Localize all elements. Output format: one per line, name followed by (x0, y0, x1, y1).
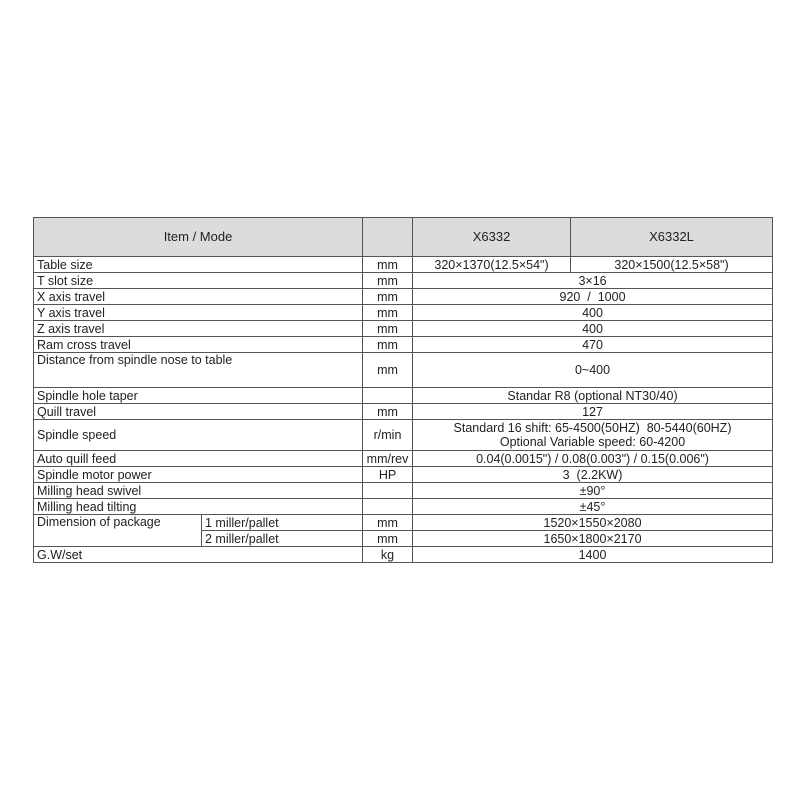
row-label: Milling head tilting (34, 499, 363, 515)
row-value (413, 420, 773, 451)
row-value: 1650×1800×2170 (413, 531, 773, 547)
model-x6332-header: X6332 (413, 218, 571, 257)
table-row (34, 515, 773, 531)
row-unit: mm (363, 337, 413, 353)
row-label: Y axis travel (34, 305, 363, 321)
row-label: Dimension of package (34, 515, 202, 547)
table-row (34, 451, 773, 467)
row-value: ±45° (413, 499, 773, 515)
table-row (34, 353, 773, 388)
unit-header (363, 218, 413, 257)
row-label: Spindle speed (34, 420, 363, 451)
row-label: Distance from spindle nose to table (34, 353, 363, 388)
table-row (34, 547, 773, 563)
row-unit (363, 483, 413, 499)
table-row (34, 337, 773, 353)
row-unit: mm (363, 257, 413, 273)
row-label: Auto quill feed (34, 451, 363, 467)
table-row (34, 404, 773, 420)
row-value: 920 / 1000 (413, 289, 773, 305)
row-unit (363, 388, 413, 404)
row-label: Spindle hole taper (34, 388, 363, 404)
row-unit: r/min (363, 420, 413, 451)
row-value: Standar R8 (optional NT30/40) (413, 388, 773, 404)
row-label: X axis travel (34, 289, 363, 305)
row-unit: mm (363, 289, 413, 305)
table-row (34, 273, 773, 289)
row-unit: mm (363, 321, 413, 337)
row-unit: HP (363, 467, 413, 483)
row-value: 400 (413, 305, 773, 321)
row-value: ±90° (413, 483, 773, 499)
header-row (34, 218, 773, 257)
spindle-speed-optional: Optional Variable speed: 60-4200 (499, 435, 686, 449)
table-row (34, 321, 773, 337)
table-row (34, 483, 773, 499)
row-unit (363, 499, 413, 515)
row-value: 0~400 (413, 353, 773, 388)
model-x6332l-header: X6332L (571, 218, 773, 257)
row-unit: mm (363, 273, 413, 289)
row-label: G.W/set (34, 547, 363, 563)
table-row (34, 257, 773, 273)
row-value: 0.04(0.0015") / 0.08(0.003") / 0.15(0.006") (413, 451, 773, 467)
row-unit: mm (363, 404, 413, 420)
row-value: 1400 (413, 547, 773, 563)
row-label: Milling head swivel (34, 483, 363, 499)
row-label: Z axis travel (34, 321, 363, 337)
table-row (34, 420, 773, 451)
table-row (34, 388, 773, 404)
row-value: 3 (2.2KW) (413, 467, 773, 483)
row-label: Spindle motor power (34, 467, 363, 483)
spindle-speed-standard: Standard 16 shift: 65-4500(50HZ) 80-5440(60HZ) (453, 421, 732, 435)
row-value-x6332: 320×1370(12.5×54") (413, 257, 571, 273)
table-row (34, 305, 773, 321)
table-row (34, 499, 773, 515)
row-value-x6332l: 320×1500(12.5×58") (571, 257, 773, 273)
row-value: 470 (413, 337, 773, 353)
row-sublabel: 2 miller/pallet (202, 531, 363, 547)
row-value: 400 (413, 321, 773, 337)
row-label: Table size (34, 257, 363, 273)
row-unit: mm (363, 305, 413, 321)
table-row (34, 467, 773, 483)
row-unit: kg (363, 547, 413, 563)
item-mode-header: Item / Mode (34, 218, 363, 257)
row-unit: mm (363, 531, 413, 547)
spec-table (33, 217, 773, 563)
row-unit: mm/rev (363, 451, 413, 467)
row-value: 3×16 (413, 273, 773, 289)
row-label: T slot size (34, 273, 363, 289)
table-row (34, 289, 773, 305)
row-label: Ram cross travel (34, 337, 363, 353)
row-unit: mm (363, 353, 413, 388)
row-value: 127 (413, 404, 773, 420)
row-value: 1520×1550×2080 (413, 515, 773, 531)
row-unit: mm (363, 515, 413, 531)
row-label: Quill travel (34, 404, 363, 420)
row-sublabel: 1 miller/pallet (202, 515, 363, 531)
